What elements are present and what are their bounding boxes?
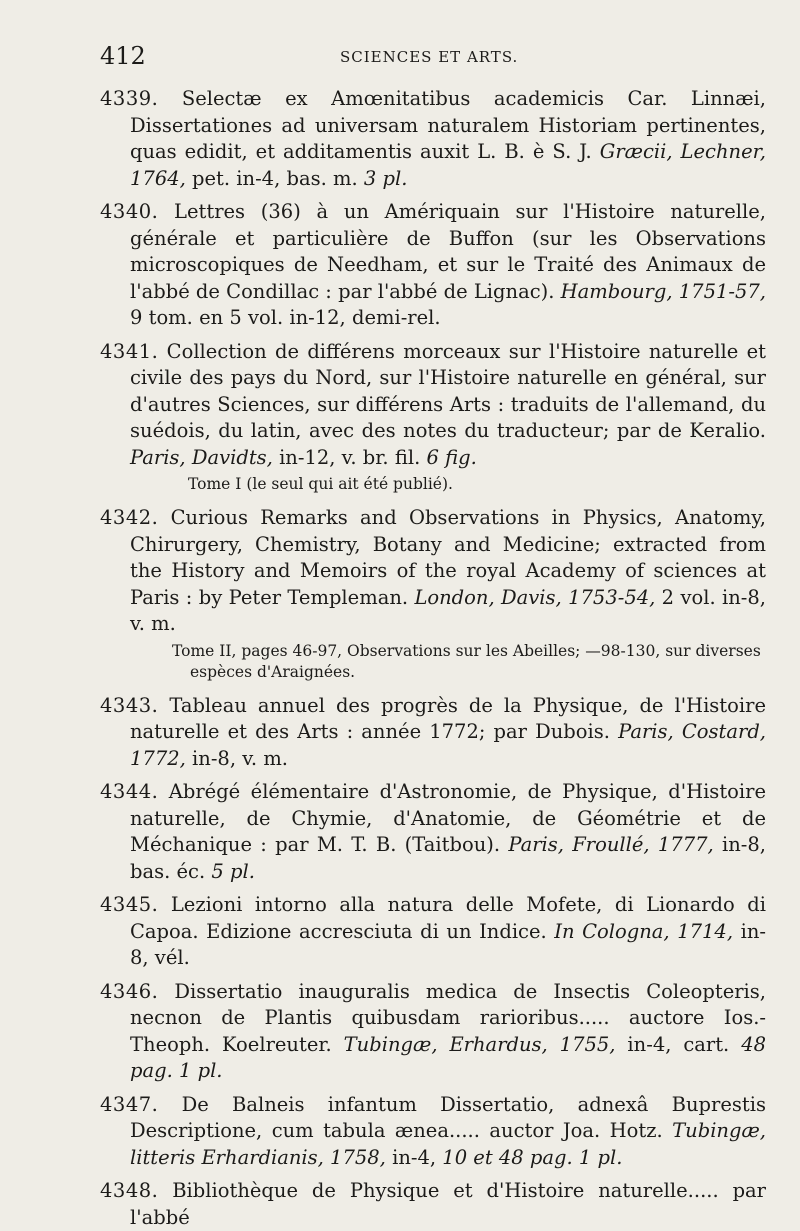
entry-title: Selectæ ex Amœnitatibus academicis Car. Linnæi, Dissertationes ad universam naturalem Historiam pertinentes, quas edidit, et additamentis auxit L. B. è S. J.	[130, 87, 766, 163]
entry-imprint: Græcii, Lechner, 1764,	[130, 140, 767, 190]
entry-plates: 3 pl.	[363, 166, 408, 190]
entry-number: 4339.	[100, 87, 159, 110]
entry-title: Tableau annuel des progrès de la Physique, de l'Histoire naturelle et des Arts : année 1772; par Dubois.	[130, 693, 766, 743]
catalogue-entry	[100, 779, 766, 885]
entry-format: 2 vol. in-8, v. m.	[130, 585, 766, 635]
catalogue-entries	[100, 86, 766, 1231]
entry-number: 4348.	[100, 1179, 159, 1202]
catalogue-entry	[100, 892, 766, 972]
catalogue-entry	[100, 1092, 766, 1172]
entry-number: 4344.	[100, 780, 159, 803]
entry-format: in-12, v. br. fil.	[272, 445, 427, 469]
entry-imprint: In Cologna, 1714,	[554, 919, 734, 943]
entry-plates: 10 et 48 pag. 1 pl.	[442, 1145, 623, 1169]
entry-imprint: Paris, Froullé, 1777,	[508, 833, 714, 856]
catalogue-entry	[100, 199, 766, 332]
running-head: SCIENCES ET ARTS.	[340, 48, 519, 66]
entry-note: Tome I (le seul qui ait été publié).	[188, 475, 453, 493]
entry-imprint: Paris, Costard, 1772,	[130, 720, 766, 770]
entry-imprint: Hambourg, 1751-57,	[560, 279, 766, 303]
entry-number: 4342.	[100, 506, 159, 529]
catalogue-entry	[100, 339, 766, 472]
entry-plates: 48 pag. 1 pl.	[130, 1032, 767, 1082]
entry-title: Collection de différens morceaux sur l'Histoire naturelle et civile des pays du Nord, sur l'Histoire naturelle en général, sur d'autres Sciences, sur différens Arts : traduits de l'allemand, du suédois, du latin, avec des notes du traducteur; par de Keralio.	[130, 339, 766, 442]
catalogue-entry	[100, 505, 766, 638]
entry-format: in-8, v. m.	[185, 746, 289, 770]
entry-title: Curious Remarks and Observations in Physics, Anatomy, Chirurgery, Chemistry, Botany and Medicine; extracted from the History and Memoirs of the royal Academy of sciences at Paris : by Peter Templeman.	[130, 506, 766, 609]
entry-number: 4345.	[100, 893, 159, 916]
entry-format: in-8, vél.	[130, 919, 766, 969]
entry-format: pet. in-4, bas. m.	[185, 166, 364, 190]
entry-number: 4341.	[100, 339, 159, 363]
entry-imprint: Paris, Davidts,	[130, 445, 273, 469]
entry-number: 4343.	[100, 693, 159, 717]
catalogue-entry	[100, 979, 766, 1085]
entry-title: Bibliothèque de Physique et d'Histoire naturelle..... par l'abbé	[130, 1179, 766, 1229]
entry-imprint: Tubingæ, Erhardus, 1755,	[343, 1032, 616, 1056]
page-header	[100, 42, 766, 86]
entry-number: 4347.	[100, 1092, 159, 1116]
entry-note: Tome II, pages 46-97, Observations sur les Abeilles; —98-130, sur diverses espèces d'Araignées.	[172, 641, 761, 681]
entry-format: in-8, bas. éc.	[130, 833, 766, 883]
entry-plates: 6 fig.	[426, 445, 477, 469]
entry-format: 9 tom. en 5 vol. in-12, demi-rel.	[130, 306, 441, 329]
entry-title: Lettres (36) à un Amériquain sur l'Histoire naturelle, générale et particulière de Buffon (sur les Observations microscopiques de Needham, et sur le Traité des Animaux de l'abbé de Condillac : par l'abbé de Lignac).	[130, 200, 766, 303]
entry-imprint: London, Davis, 1753-54,	[414, 585, 656, 609]
catalogue-entry	[100, 86, 766, 192]
entry-number: 4340.	[100, 200, 159, 223]
catalogue-entry	[100, 1178, 766, 1231]
page-number: 412	[100, 42, 146, 70]
entry-format: in-4, cart.	[615, 1032, 742, 1056]
entry-format: in-4,	[385, 1145, 443, 1169]
entry-plates: 5 pl.	[211, 859, 255, 883]
entry-title: Lezioni intorno alla natura delle Mofete, di Lionardo di Capoa. Edizione accresciuta di un Indice.	[130, 893, 766, 943]
entry-title: Dissertatio inauguralis medica de Insectis Coleopteris, necnon de Plantis quibusdam rarioribus..... auctore Ios.-Theoph. Koelreuter.	[130, 979, 766, 1056]
entry-title: De Balneis infantum Dissertatio, adnexâ Buprestis Descriptione, cum tabula ænea..... auctor Joa. Hotz.	[130, 1092, 766, 1142]
entry-title: Abrégé élémentaire d'Astronomie, de Physique, d'Histoire naturelle, de Chymie, d'Anatomie, de Géométrie et de Méchanique : par M. T. B. (Taitbou).	[130, 780, 766, 856]
entry-imprint: Tubingæ, litteris Erhardianis, 1758,	[130, 1119, 766, 1169]
catalogue-entry	[100, 693, 766, 773]
entry-number: 4346.	[100, 979, 159, 1003]
